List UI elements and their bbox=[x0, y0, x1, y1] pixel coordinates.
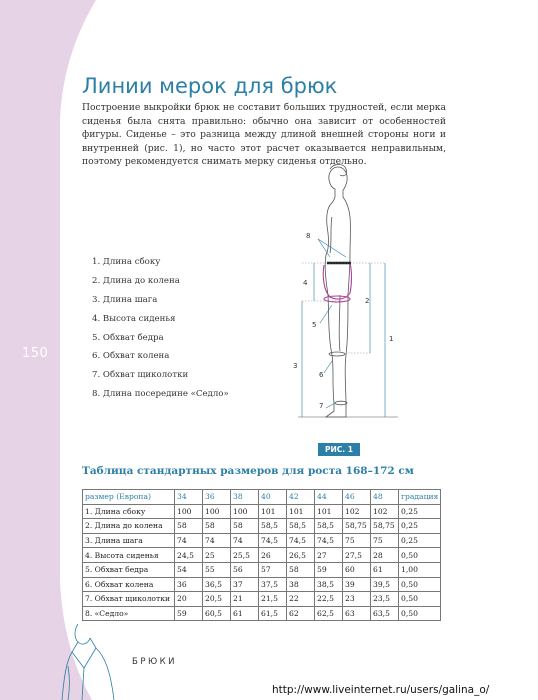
table-header-cell: 44 bbox=[315, 490, 343, 505]
table-cell: 0,50 bbox=[399, 606, 441, 621]
table-cell: 75 bbox=[343, 533, 371, 548]
table-cell: 26 bbox=[259, 548, 287, 563]
row-label-cell: 6. Обхват колена bbox=[83, 577, 175, 592]
table-row bbox=[83, 519, 441, 534]
table-cell: 0,25 bbox=[399, 519, 441, 534]
list-item: 1. Длина сбоку bbox=[92, 257, 161, 267]
table-cell: 63,5 bbox=[371, 606, 399, 621]
table-cell: 62,5 bbox=[315, 606, 343, 621]
table-cell: 21 bbox=[231, 592, 259, 607]
row-label-cell: 2. Длина до колена bbox=[83, 519, 175, 534]
table-cell: 58,5 bbox=[259, 519, 287, 534]
table-cell: 100 bbox=[203, 504, 231, 519]
table-cell: 57 bbox=[259, 562, 287, 577]
table-cell: 74 bbox=[203, 533, 231, 548]
size-table bbox=[82, 489, 441, 621]
table-cell: 74,5 bbox=[315, 533, 343, 548]
table-row bbox=[83, 577, 441, 592]
table-cell: 36 bbox=[175, 577, 203, 592]
table-cell: 101 bbox=[287, 504, 315, 519]
table-cell: 61 bbox=[371, 562, 399, 577]
table-cell: 0,50 bbox=[399, 592, 441, 607]
section-label: БРЮКИ bbox=[132, 657, 178, 667]
table-cell: 100 bbox=[175, 504, 203, 519]
table-cell: 54 bbox=[175, 562, 203, 577]
list-item: 3. Длина шага bbox=[92, 294, 158, 305]
table-cell: 60,5 bbox=[203, 606, 231, 621]
table-cell: 100 bbox=[231, 504, 259, 519]
table-cell: 0,50 bbox=[399, 577, 441, 592]
row-label-cell: 5. Обхват бедра bbox=[83, 562, 175, 577]
table-cell: 59 bbox=[175, 606, 203, 621]
table-cell: 39,5 bbox=[371, 577, 399, 592]
table-cell: 55 bbox=[203, 562, 231, 577]
table-title: Таблица стандартных размеров для роста 168–172 см bbox=[82, 465, 414, 477]
table-header-row bbox=[83, 490, 441, 505]
measurement-list bbox=[92, 253, 229, 404]
table-cell: 20 bbox=[175, 592, 203, 607]
table-cell: 28 bbox=[371, 548, 399, 563]
table-cell: 61,5 bbox=[259, 606, 287, 621]
table-cell: 38,5 bbox=[315, 577, 343, 592]
table-cell: 58,5 bbox=[315, 519, 343, 534]
table-cell: 101 bbox=[259, 504, 287, 519]
row-label-cell: 8. «Седло» bbox=[83, 606, 175, 621]
table-cell: 75 bbox=[371, 533, 399, 548]
table-cell: 58 bbox=[231, 519, 259, 534]
table-cell: 63 bbox=[343, 606, 371, 621]
table-cell: 21,5 bbox=[259, 592, 287, 607]
table-row bbox=[83, 504, 441, 519]
table-header-cell: 40 bbox=[259, 490, 287, 505]
figure-marker: 4 bbox=[303, 279, 308, 287]
figure-illustration bbox=[288, 155, 408, 455]
table-row bbox=[83, 606, 441, 621]
table-cell: 74 bbox=[175, 533, 203, 548]
list-item: 2. Длина до колена bbox=[92, 275, 180, 286]
figure-marker: 7 bbox=[319, 402, 324, 410]
table-cell: 38 bbox=[287, 577, 315, 592]
row-label-cell: 1. Длина сбоку bbox=[83, 504, 175, 519]
figure-marker: 1 bbox=[389, 335, 394, 343]
table-row bbox=[83, 562, 441, 577]
figure-marker: 6 bbox=[319, 371, 324, 379]
table-cell: 23,5 bbox=[371, 592, 399, 607]
table-cell: 1,00 bbox=[399, 562, 441, 577]
table-cell: 0,25 bbox=[399, 533, 441, 548]
table-cell: 24,5 bbox=[175, 548, 203, 563]
table-cell: 25 bbox=[203, 548, 231, 563]
table-header-cell: 38 bbox=[231, 490, 259, 505]
list-item: 4. Высота сиденья bbox=[92, 313, 176, 324]
table-header-cell: 46 bbox=[343, 490, 371, 505]
table-cell: 58,75 bbox=[371, 519, 399, 534]
watermark-url: http://www.liveinternet.ru/users/galina_o/ bbox=[272, 684, 490, 696]
list-item: 8. Длина посередине «Седло» bbox=[92, 389, 229, 400]
row-label-cell: 7. Обхват щиколотки bbox=[83, 592, 175, 607]
table-row bbox=[83, 533, 441, 548]
table-cell: 58,5 bbox=[287, 519, 315, 534]
table-header-cell: 36 bbox=[203, 490, 231, 505]
figure-marker: 3 bbox=[293, 362, 298, 370]
table-cell: 74,5 bbox=[287, 533, 315, 548]
figure-marker: 8 bbox=[306, 232, 311, 240]
table-cell: 26,5 bbox=[287, 548, 315, 563]
table-cell: 61 bbox=[231, 606, 259, 621]
table-header-cell: 48 bbox=[371, 490, 399, 505]
table-cell: 22 bbox=[287, 592, 315, 607]
table-cell: 20,5 bbox=[203, 592, 231, 607]
table-cell: 22,5 bbox=[315, 592, 343, 607]
table-cell: 27 bbox=[315, 548, 343, 563]
table-cell: 101 bbox=[315, 504, 343, 519]
table-cell: 56 bbox=[231, 562, 259, 577]
table-cell: 60 bbox=[343, 562, 371, 577]
table-cell: 74 bbox=[231, 533, 259, 548]
table-cell: 37 bbox=[231, 577, 259, 592]
table-cell: 74,5 bbox=[259, 533, 287, 548]
page-title: Линии мерок для брюк bbox=[82, 74, 338, 98]
jacket-sketch bbox=[58, 622, 118, 700]
table-cell: 39 bbox=[343, 577, 371, 592]
page-number: 150 bbox=[22, 346, 49, 361]
list-item: 6. Обхват колена bbox=[92, 351, 170, 362]
table-cell: 102 bbox=[343, 504, 371, 519]
table-cell: 27,5 bbox=[343, 548, 371, 563]
table-header-cell: 42 bbox=[287, 490, 315, 505]
table-cell: 58,75 bbox=[343, 519, 371, 534]
table-cell: 25,5 bbox=[231, 548, 259, 563]
table-row bbox=[83, 548, 441, 563]
table-header-cell: размер (Европа) bbox=[83, 490, 175, 505]
table-header-cell: 34 bbox=[175, 490, 203, 505]
table-cell: 59 bbox=[315, 562, 343, 577]
list-item: 5. Обхват бедра bbox=[92, 332, 164, 343]
table-cell: 58 bbox=[175, 519, 203, 534]
row-label-cell: 4. Высота сиденья bbox=[83, 548, 175, 563]
table-cell: 23 bbox=[343, 592, 371, 607]
figure-marker: 5 bbox=[312, 321, 317, 329]
table-cell: 37,5 bbox=[259, 577, 287, 592]
table-cell: 58 bbox=[203, 519, 231, 534]
table-header-cell: градация bbox=[399, 490, 441, 505]
table-cell: 58 bbox=[287, 562, 315, 577]
row-label-cell: 3. Длина шага bbox=[83, 533, 175, 548]
table-cell: 0,25 bbox=[399, 504, 441, 519]
intro-paragraph: Построение выкройки брюк не составит больших трудностей, если мерка сиденья была снята правильно: обычно она зависит от особенностей фигуры. Сиденье – это разница между длиной внешней стороны ноги и внутренней (рис. 1), но часто этот расчет оказывается неправильным, поэтому рекомендуется снимать мерку сиденья отдельно. bbox=[82, 102, 446, 168]
figure-marker: 2 bbox=[365, 297, 370, 305]
table-cell: 36,5 bbox=[203, 577, 231, 592]
table-cell: 102 bbox=[371, 504, 399, 519]
figure-caption: РИС. 1 bbox=[318, 443, 360, 456]
list-item: 7. Обхват щиколотки bbox=[92, 370, 189, 381]
table-cell: 0,50 bbox=[399, 548, 441, 563]
table-row bbox=[83, 592, 441, 607]
table-cell: 62 bbox=[287, 606, 315, 621]
